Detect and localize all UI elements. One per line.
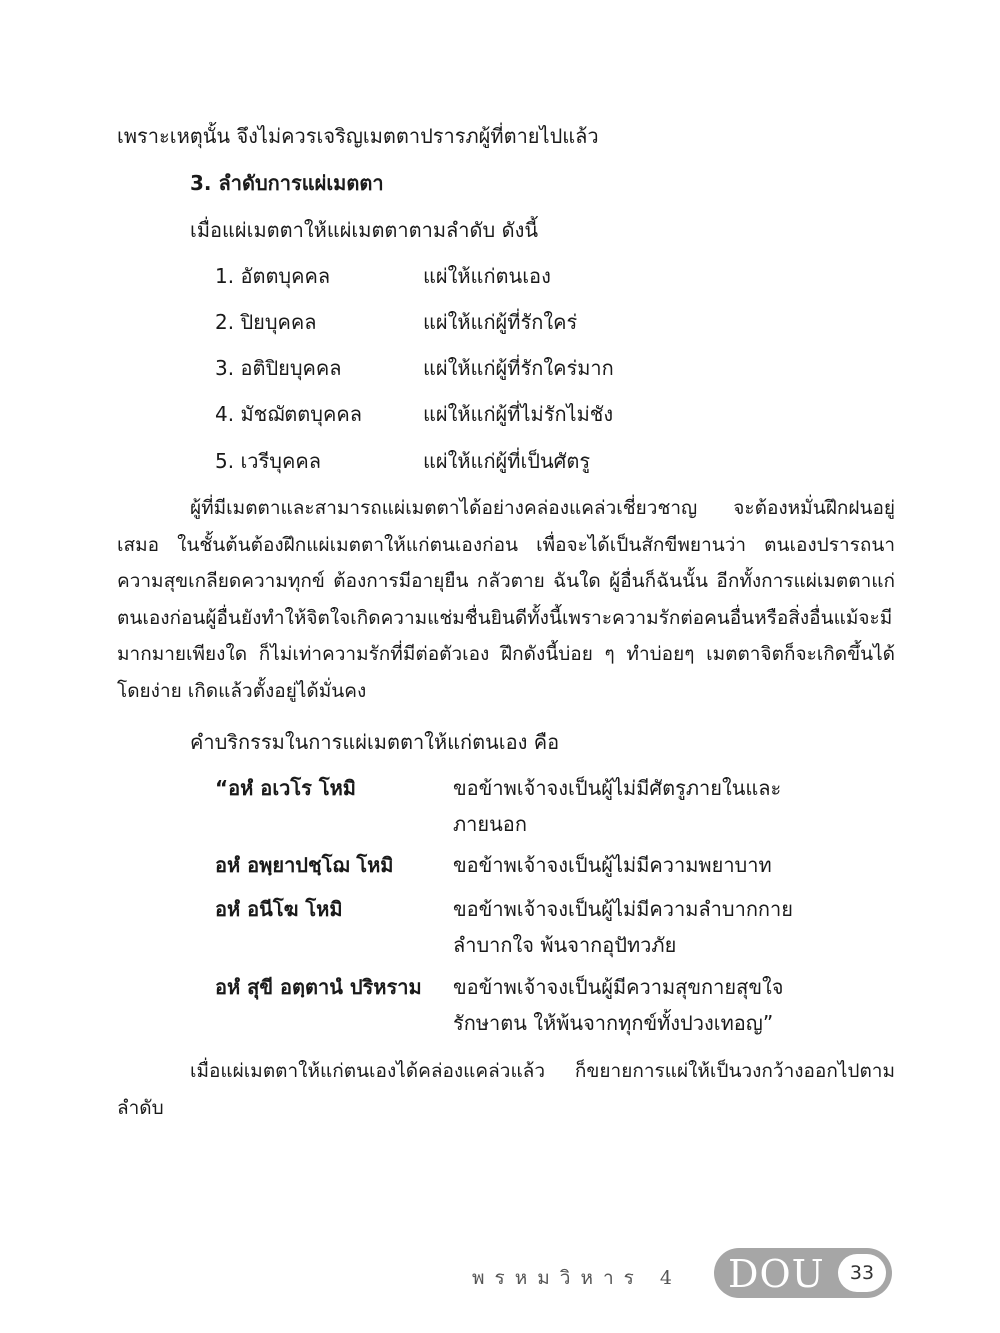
chant-pali: อหํ อนีโฆ โหมิ — [215, 897, 343, 921]
chant-translation: ขอข้าพเจ้าจงเป็นผู้ไม่มีความพยาบาท — [453, 853, 772, 877]
dou-badge — [714, 1248, 892, 1298]
paragraph-practice: ผู้ที่มีเมตตาและสามารถแผ่เมตตาได้อย่างคล่องแคล่วเชี่ยวชาญ จะต้องหมั่นฝึกฝนอยู่เสมอ ในชั้นต้นต้องฝึกแผ่เมตตาให้แก่ตนเองก่อน เพื่อจะได้เป็นสักขีพยานว่า ตนเองปรารถนาความสุขเกลียดความทุกข์ ต้องการมีอายุยืน กลัวตาย ฉันใด ผู้อื่นก็ฉันนั้น อีกทั้งการแผ่เมตตาแก่ตนเองก่อนผู้อื่นยังทำให้จิตใจเกิดความแช่มชื่นยินดีทั้งนี้เพราะความรักต่อคนอื่นหรือสิ่งอื่นแม้จะมีมากมายเพียงใด ก็ไม่เท่าความรักที่มีต่อตัวเอง ฝึกดังนี้บ่อย ๆ ทำบ่อยๆ เมตตาจิตก็จะเกิดขึ้นได้โดยง่าย เกิดแล้วตั้งอยู่ได้มั่นคง — [117, 497, 895, 702]
chant-pali: “อหํ อเวโร โหมิ — [215, 776, 356, 800]
chant-translation: ขอข้าพเจ้าจงเป็นผู้มีความสุขกายสุขใจ — [453, 975, 784, 999]
list-item-term: 3. อติปิยบุคคล — [215, 356, 342, 380]
chant-intro: คำบริกรรมในการแผ่เมตตาให้แก่ตนเอง คือ — [190, 730, 560, 754]
list-item-term: 5. เวรีบุคคล — [215, 449, 321, 473]
list-item-desc: แผ่ให้แก่ตนเอง — [423, 264, 551, 288]
list-item-term: 4. มัชฌัตตบุคคล — [215, 402, 362, 426]
dou-logo-text: DOU — [728, 1252, 825, 1296]
page-number: 33 — [838, 1254, 886, 1292]
chant-pali: อหํ สุขี อตฺตานํ ปริหราม — [215, 975, 422, 999]
chant-pali: อหํ อพฺยาปชฺโฌ โหมิ — [215, 853, 394, 877]
chant-translation: ขอข้าพเจ้าจงเป็นผู้ไม่มีความลำบากกาย — [453, 897, 793, 921]
chant-translation-cont: รักษาตน ให้พ้นจากทุกข์ทั้งปวงเทอญ” — [453, 1011, 774, 1035]
list-item-term: 2. ปิยบุคคล — [215, 310, 317, 334]
list-item-desc: แผ่ให้แก่ผู้ที่รักใคร่ — [423, 310, 578, 334]
list-item-term: 1. อัตตบุคคล — [215, 264, 331, 288]
chant-translation: ขอข้าพเจ้าจงเป็นผู้ไม่มีศัตรูภายในและ — [453, 776, 782, 800]
chant-translation-cont: ภายนอก — [453, 812, 527, 836]
section-heading: 3. ลำดับการแผ่เมตตา — [190, 171, 384, 195]
list-item-desc: แผ่ให้แก่ผู้ที่เป็นศัตรู — [423, 449, 591, 473]
list-item-desc: แผ่ให้แก่ผู้ที่รักใคร่มาก — [423, 356, 614, 380]
list-item-desc: แผ่ให้แก่ผู้ที่ไม่รักไม่ชัง — [423, 402, 614, 426]
chant-translation-cont: ลำบากใจ พ้นจากอุปัทวภัย — [453, 933, 677, 957]
order-intro: เมื่อแผ่เมตตาให้แผ่เมตตาตามลำดับ ดังนี้ — [190, 218, 539, 242]
footer-book-title: พรหมวิหาร 4 — [472, 1267, 682, 1289]
intro-line: เพราะเหตุนั้น จึงไม่ควรเจริญเมตตาปรารภผู้ที่ตายไปแล้ว — [117, 124, 599, 148]
paragraph-closing: เมื่อแผ่เมตตาให้แก่ตนเองได้คล่องแคล่วแล้ว ก็ขยายการแผ่ให้เป็นวงกว้างออกไปตามลำดับ — [117, 1060, 895, 1119]
